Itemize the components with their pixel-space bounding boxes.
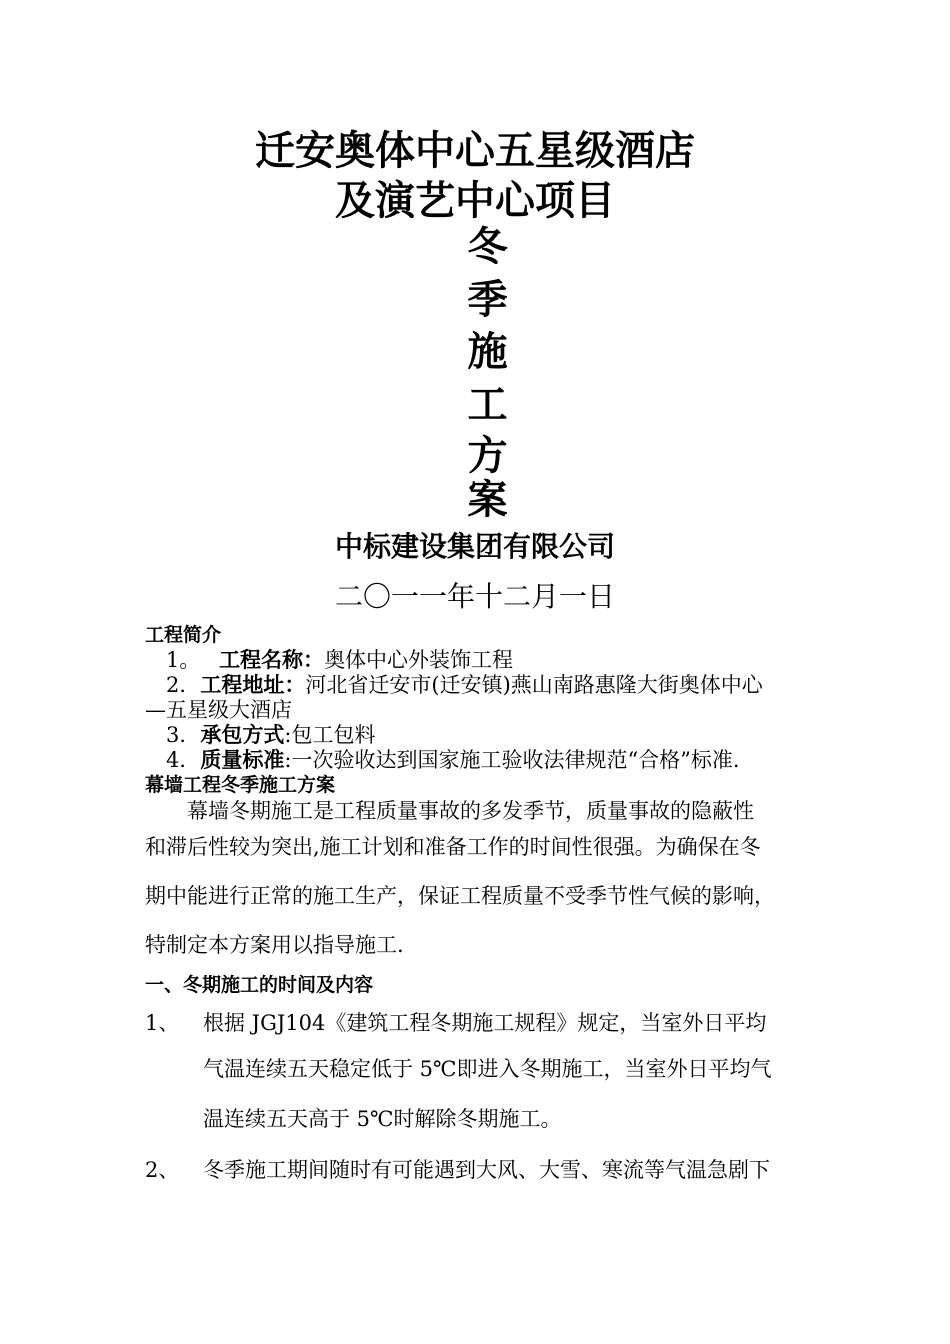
overview-item bbox=[166, 722, 375, 748]
document-title-line-1: 迁安奥体中心五星级酒店 bbox=[255, 128, 695, 174]
overview-item-number: 2． bbox=[166, 673, 201, 697]
company-name: 中标建设集团有限公司 bbox=[334, 530, 615, 563]
section-1-item-number: 2、 bbox=[145, 1158, 180, 1182]
document-date: 二〇一一年十二月一日 bbox=[334, 580, 615, 613]
overview-item bbox=[166, 747, 740, 773]
overview-item-number: 3． bbox=[166, 723, 201, 747]
overview-item-value: 河北省迁安市(迁安镇)燕山南路惠隆大街奥体中心 bbox=[305, 673, 763, 697]
section-1-heading: 一、冬期施工的时间及内容 bbox=[145, 974, 374, 996]
section-1-item-line: 根据 JGJ104《建筑工程冬期施工规程》规定，当室外日平均 bbox=[203, 1011, 767, 1035]
plan-heading: 幕墙工程冬季施工方案 bbox=[145, 774, 336, 796]
document-title-line-2: 及演艺中心项目 bbox=[335, 178, 615, 224]
vertical-title-char: 案 bbox=[467, 477, 508, 523]
overview-item-value: :一次验收达到国家施工验收法律规范“合格”标准. bbox=[284, 748, 740, 772]
overview-item-number: 4． bbox=[166, 748, 201, 772]
section-1-item-line: 温连续五天高于 5℃时解除冬期施工。 bbox=[203, 1107, 562, 1131]
section-1-item-number: 1、 bbox=[145, 1011, 180, 1035]
overview-heading: 工程简介 bbox=[145, 624, 222, 646]
plan-intro-line: 特制定本方案用以指导施工. bbox=[145, 933, 404, 957]
vertical-title-char: 工 bbox=[467, 382, 508, 428]
overview-item bbox=[166, 647, 513, 673]
plan-intro-line: 幕墙冬期施工是工程质量事故的多发季节，质量事故的隐蔽性 bbox=[187, 799, 754, 823]
section-1-item-line: 冬季施工期间随时有可能遇到大风、大雪、寒流等气温急剧下 bbox=[203, 1158, 770, 1182]
plan-intro-line: 和滞后性较为突出,施工计划和准备工作的时间性很强。为确保在冬 bbox=[145, 835, 761, 859]
overview-item-value: :包工包料 bbox=[284, 723, 376, 747]
overview-item-label: 质量标准 bbox=[200, 748, 285, 772]
vertical-title-char: 方 bbox=[467, 433, 508, 479]
section-1-item-line: 气温连续五天稳定低于 5℃即进入冬期施工，当室外日平均气 bbox=[203, 1057, 772, 1081]
overview-item-label: 工程名称： bbox=[219, 648, 325, 672]
overview-item-number: 1。 bbox=[166, 648, 201, 672]
overview-item-label: 工程地址： bbox=[200, 673, 306, 697]
vertical-title-char: 施 bbox=[467, 329, 508, 375]
overview-item-continuation: —五星级大酒店 bbox=[145, 698, 292, 722]
vertical-title-char: 季 bbox=[467, 277, 508, 323]
overview-item bbox=[166, 672, 763, 698]
overview-item-label: 承包方式 bbox=[200, 723, 285, 747]
vertical-title-char: 冬 bbox=[467, 224, 508, 270]
plan-intro-line: 期中能进行正常的施工生产，保证工程质量不受季节性气候的影响， bbox=[145, 884, 775, 908]
overview-item-value: 奥体中心外装饰工程 bbox=[324, 648, 514, 672]
